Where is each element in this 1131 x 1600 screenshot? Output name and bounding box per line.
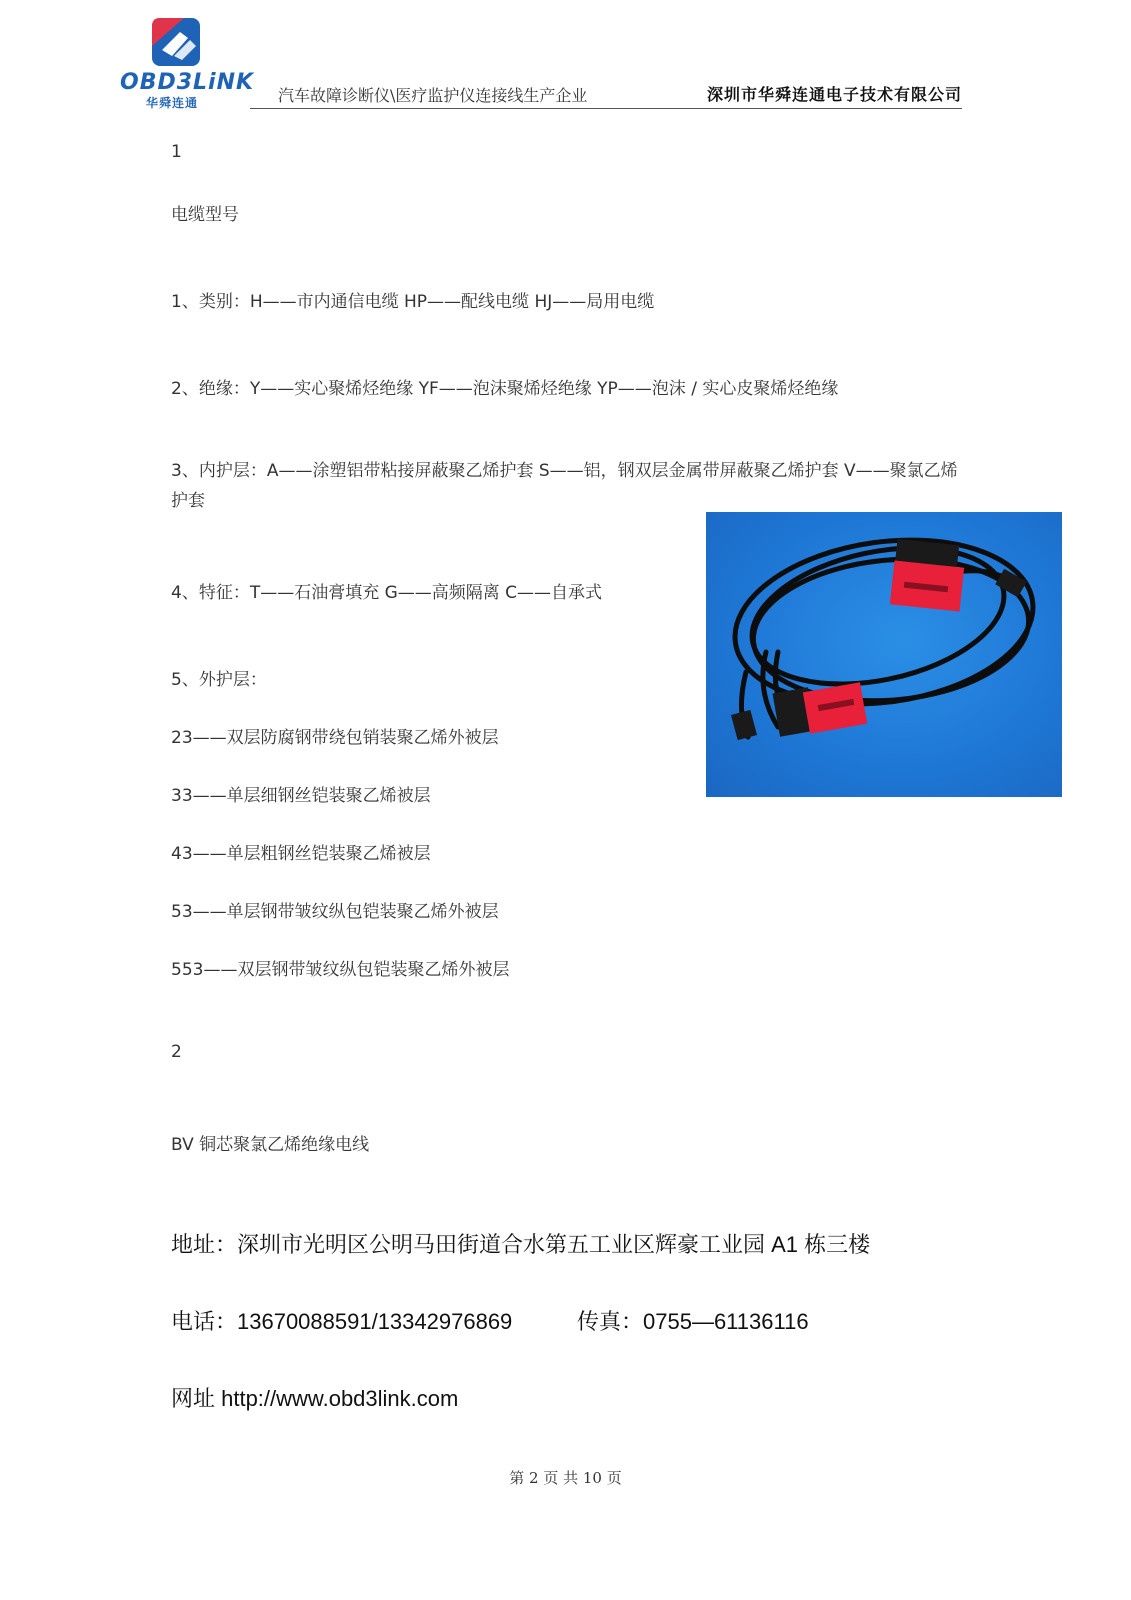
page-number: 第 2 页 共 10 页	[509, 1469, 622, 1487]
outer-layer-33: 33——单层细钢丝铠装聚乙烯被层	[171, 786, 431, 806]
obd-cable-image	[706, 512, 1062, 797]
logo-wordmark: OBD3LiNK	[120, 70, 255, 95]
section-1-number: 1	[171, 142, 182, 162]
section-1-title: 电缆型号	[171, 205, 239, 225]
logo-subtitle: 华舜连通	[146, 96, 199, 110]
company-logo	[120, 16, 255, 110]
item-insulation: 2、绝缘：Y——实心聚烯烃绝缘 YF——泡沫聚烯烃绝缘 YP——泡沫 / 实心皮聚烯烃绝缘	[171, 379, 839, 399]
outer-layer-43: 43——单层粗钢丝铠装聚乙烯被层	[171, 844, 431, 864]
product-photo	[706, 512, 1062, 797]
header-tagline: 汽车故障诊断仪\医疗监护仪连接线生产企业	[278, 86, 588, 105]
item-category: 1、类别：H——市内通信电缆 HP——配线电缆 HJ——局用电缆	[171, 292, 655, 312]
header-company-name: 深圳市华舜连通电子技术有限公司	[706, 85, 962, 104]
item-outer-sheath: 5、外护层：	[171, 670, 267, 690]
section-2-number: 2	[171, 1042, 182, 1062]
outer-layer-553: 553——双层钢带皱纹纵包铠装聚乙烯外被层	[171, 960, 510, 980]
outer-layer-23: 23——双层防腐钢带绕包销装聚乙烯外被层	[171, 728, 499, 748]
contact-phone: 电话：13670088591/13342976869	[171, 1309, 513, 1334]
contact-website: 网址 http://www.obd3link.com	[171, 1386, 459, 1411]
item-inner-sheath: 3、内护层：A——涂塑铝带粘接屏蔽聚乙烯护套 S——铝，钢双层金属带屏蔽聚乙烯护套 V——聚氯乙烯护套	[171, 461, 958, 511]
contact-address: 地址：深圳市光明区公明马田街道合水第五工业区辉豪工业园 A1 栋三楼	[171, 1232, 871, 1257]
item-feature: 4、特征：T——石油膏填充 G——高频隔离 C——自承式	[171, 583, 603, 603]
contact-fax: 传真：0755—61136116	[577, 1309, 809, 1334]
outer-layer-53: 53——单层钢带皱纹纵包铠装聚乙烯外被层	[171, 902, 499, 922]
header-divider	[250, 108, 962, 109]
logo-mark-icon	[150, 16, 202, 68]
page-header	[120, 16, 962, 112]
section-2-title: BV 铜芯聚氯乙烯绝缘电线	[171, 1135, 370, 1155]
